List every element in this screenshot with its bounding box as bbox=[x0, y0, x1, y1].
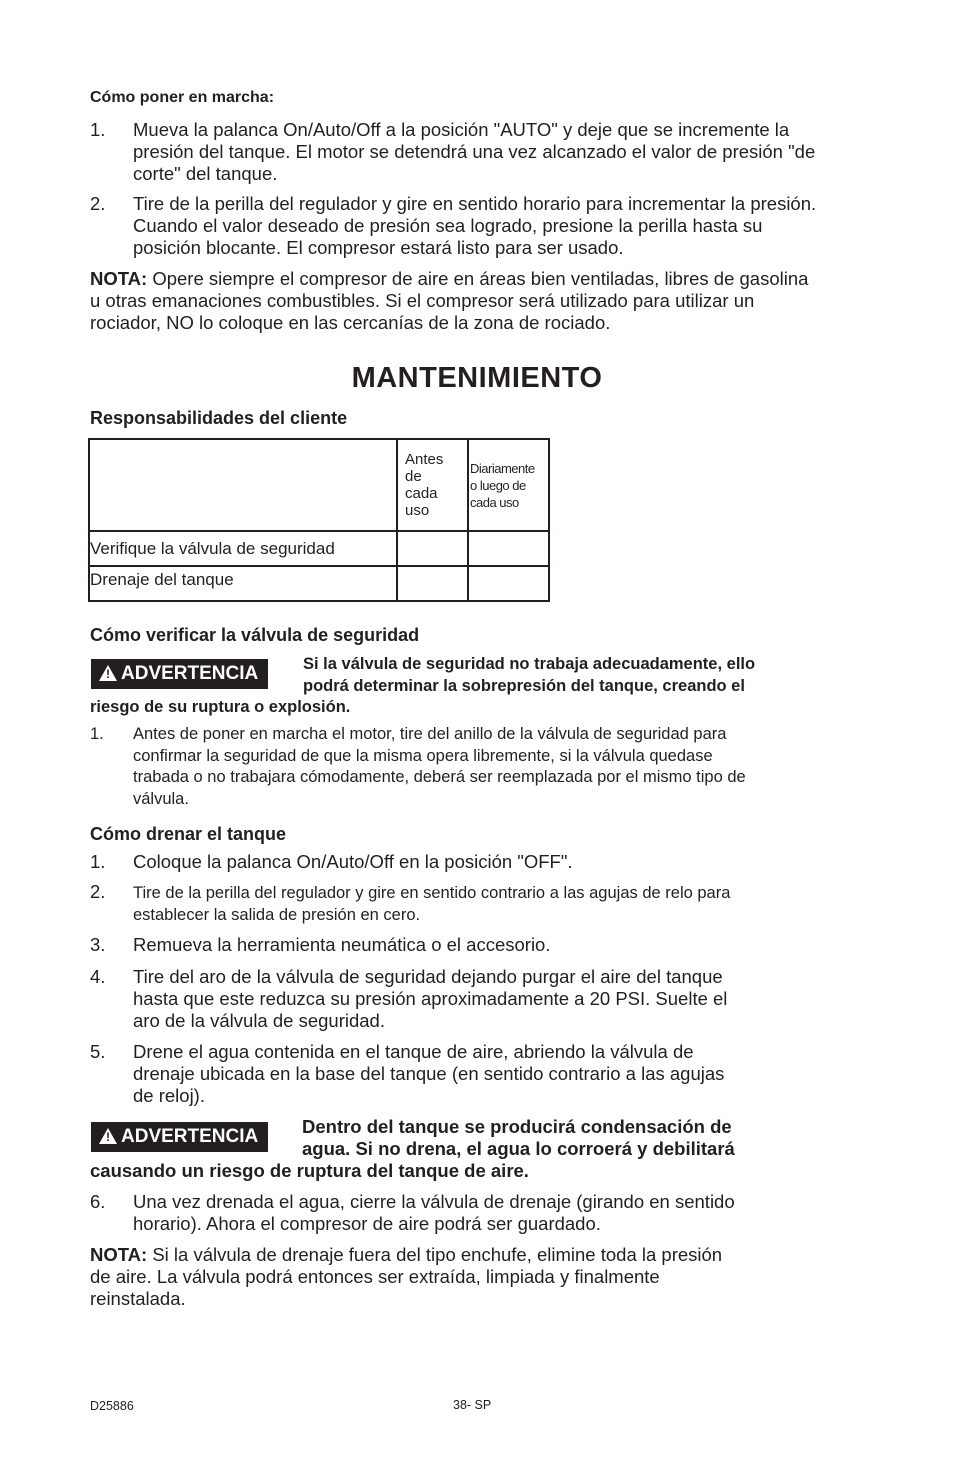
header-line: cada uso bbox=[470, 494, 519, 510]
line: Si la válvula de seguridad no trabaja adecuadamente, ello bbox=[303, 655, 756, 673]
table-cell bbox=[468, 566, 549, 601]
line: Tire de la perilla del regulador y gire en sentido contrario a las agujas de relo para bbox=[133, 884, 731, 902]
note-label: NOTA: bbox=[90, 268, 148, 289]
warning-triangle-icon bbox=[99, 665, 117, 681]
step-number: 6. bbox=[90, 1191, 106, 1212]
line: drenaje ubicada en la base del tanque (en sentido contrario a las agujas bbox=[133, 1063, 725, 1084]
warning-text bbox=[303, 654, 755, 697]
line: aro de la válvula de seguridad. bbox=[133, 1010, 385, 1031]
line: hasta que este reduzca su presión aproximadamente a 20 PSI. Suelte el bbox=[133, 988, 728, 1009]
customer-responsibilities-heading: Responsabilidades del cliente bbox=[90, 408, 348, 428]
warning-triangle-icon bbox=[99, 1128, 117, 1144]
header-line: Diariamente bbox=[470, 460, 535, 476]
line: corte" del tanque. bbox=[133, 163, 278, 184]
step-number: 1. bbox=[90, 725, 104, 743]
drain-note bbox=[90, 1244, 880, 1310]
step-number: 1. bbox=[90, 851, 106, 872]
line: válvula. bbox=[133, 789, 189, 808]
line: Si la válvula de drenaje fuera del tipo enchufe, elimine toda la presión bbox=[147, 1244, 723, 1265]
drain-step-5 bbox=[90, 1041, 880, 1107]
line: de aire. La válvula podrá entonces ser extraída, limpiada y finalmente bbox=[90, 1266, 660, 1287]
header-line: o luego de bbox=[470, 477, 526, 493]
line: Coloque la palanca On/Auto/Off en la posición "OFF". bbox=[133, 851, 573, 872]
warning-badge bbox=[91, 659, 268, 689]
table-header-before-use bbox=[397, 439, 468, 531]
step-number: 1. bbox=[90, 119, 106, 140]
line: Dentro del tanque se producirá condensación de bbox=[302, 1116, 732, 1137]
line: Una vez drenada el agua, cierre la válvula de drenaje (girando en sentido bbox=[133, 1191, 735, 1212]
warning-text bbox=[302, 1116, 735, 1160]
drain-heading: Cómo drenar el tanque bbox=[90, 824, 287, 844]
header-line: Antes bbox=[405, 451, 444, 468]
line: Mueva la palanca On/Auto/Off a la posición "AUTO" y deje que se incremente la bbox=[133, 119, 790, 140]
start-heading: Cómo poner en marcha: bbox=[90, 89, 275, 106]
maintenance-schedule-table bbox=[88, 438, 550, 602]
drain-step-4 bbox=[90, 966, 880, 1032]
safety-valve-step-1 bbox=[90, 724, 880, 812]
line: podrá determinar la sobrepresión del tanque, creando el bbox=[303, 676, 745, 695]
document-code: D25886 bbox=[90, 1399, 134, 1413]
step-number: 3. bbox=[90, 934, 106, 955]
warning-text-continued: riesgo de su ruptura o explosión. bbox=[90, 698, 351, 716]
header-line: cada bbox=[405, 485, 438, 502]
line: Tire del aro de la válvula de seguridad dejando purgar el aire del tanque bbox=[133, 966, 723, 987]
warning-label: ADVERTENCIA bbox=[121, 663, 259, 684]
line: presión del tanque. El motor se detendrá una vez alcanzado el valor de presión "de bbox=[133, 141, 816, 162]
table-row-label: Verifique la válvula de seguridad bbox=[89, 531, 397, 566]
step-number: 4. bbox=[90, 966, 106, 987]
warning-badge bbox=[91, 1122, 268, 1152]
line: Cuando el valor deseado de presión sea logrado, presione la perilla hasta su bbox=[133, 215, 763, 236]
start-step-2 bbox=[90, 193, 880, 259]
drain-step-2 bbox=[90, 881, 880, 925]
line: Remueva la herramienta neumática o el accesorio. bbox=[133, 934, 551, 955]
safety-valve-heading: Cómo verificar la válvula de seguridad bbox=[90, 625, 420, 645]
line: Tire de la perilla del regulador y gire en sentido horario para incrementar la presión. bbox=[133, 193, 817, 214]
table-cell bbox=[468, 531, 549, 566]
table-header-daily bbox=[468, 439, 549, 531]
line: reinstalada. bbox=[90, 1288, 186, 1309]
table-cell bbox=[397, 566, 468, 601]
line: Antes de poner en marcha el motor, tire del anillo de la válvula de seguridad para bbox=[133, 725, 727, 743]
start-step-1 bbox=[90, 119, 880, 185]
line: trabada o no trabajara cómodamente, deberá ser reemplazada por el mismo tipo de bbox=[133, 768, 746, 786]
start-note bbox=[90, 268, 880, 334]
drain-step-6 bbox=[90, 1191, 880, 1235]
step-number: 2. bbox=[90, 881, 106, 902]
warning-label: ADVERTENCIA bbox=[121, 1126, 259, 1147]
warning-text-continued: causando un riesgo de ruptura del tanque de aire. bbox=[90, 1160, 529, 1181]
table-cell bbox=[397, 531, 468, 566]
line: horario). Ahora el compresor de aire podrá ser guardado. bbox=[133, 1213, 601, 1234]
note-label: NOTA: bbox=[90, 1244, 148, 1265]
step-number: 5. bbox=[90, 1041, 106, 1062]
table-header-blank bbox=[89, 439, 397, 531]
line: Opere siempre el compresor de aire en áreas bien ventiladas, libres de gasolina bbox=[147, 268, 809, 289]
line: agua. Si no drena, el agua lo corroerá y debilitará bbox=[302, 1138, 735, 1159]
header-line: uso bbox=[405, 502, 430, 519]
step-number: 2. bbox=[90, 193, 106, 214]
line: establecer la salida de presión en cero. bbox=[133, 905, 421, 924]
line: de reloj). bbox=[133, 1085, 205, 1106]
header-line: de bbox=[405, 468, 422, 485]
line: rociador, NO lo coloque en las cercanías de la zona de rociado. bbox=[90, 312, 611, 333]
table-row-label: Drenaje del tanque bbox=[89, 566, 397, 601]
line: posición blocante. El compresor estará listo para ser usado. bbox=[133, 237, 624, 258]
line: confirmar la seguridad de que la misma opera libremente, si la válvula quedase bbox=[133, 746, 713, 765]
line: Drene el agua contenida en el tanque de aire, abriendo la válvula de bbox=[133, 1041, 694, 1062]
section-title: MANTENIMIENTO bbox=[351, 362, 603, 394]
line: u otras emanaciones combustibles. Si el compresor será utilizado para utilizar un bbox=[90, 290, 755, 311]
page-number: 38- SP bbox=[453, 1398, 492, 1412]
